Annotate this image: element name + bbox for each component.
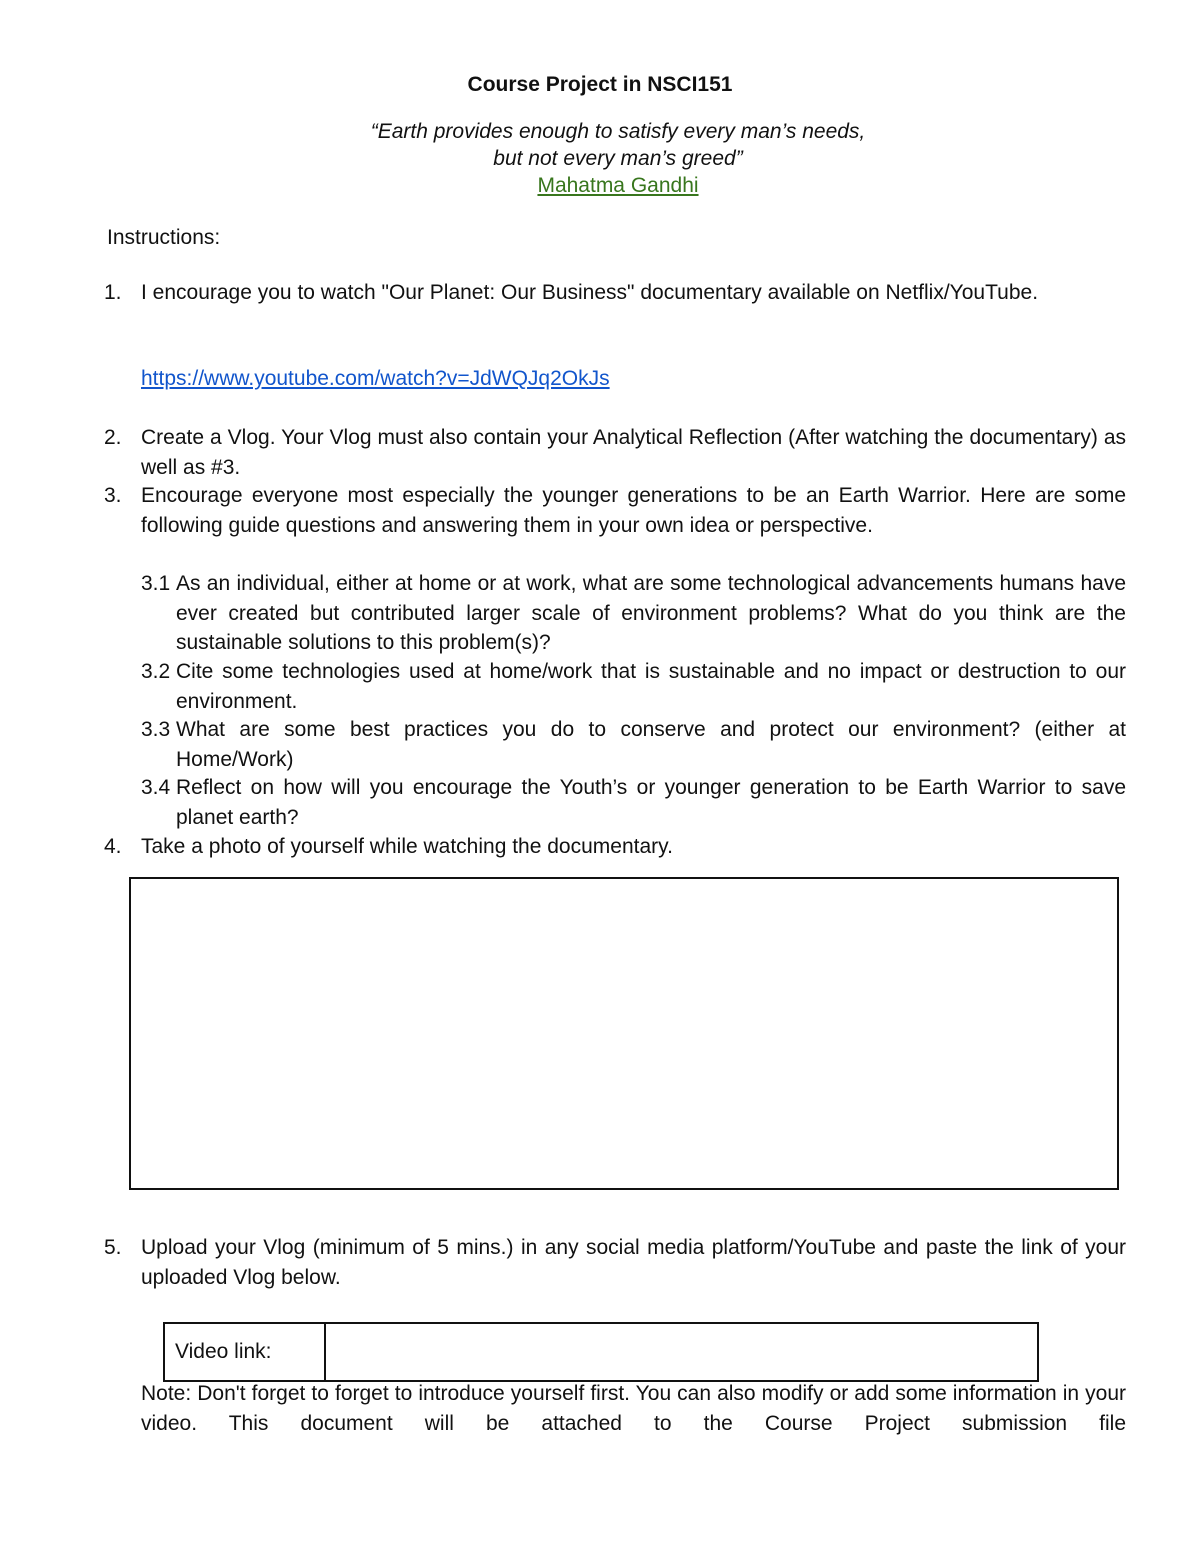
subitem-3-1-text: As an individual, either at home or at work, what are some technological advancements humans have ever created but contributed larger scale of environment problems? What do you think are the sustainable solutions to this problem(s)?	[176, 572, 1126, 654]
video-link-label-text: Video link:	[175, 1340, 272, 1363]
item-number-1: 1.	[104, 281, 122, 304]
item-5-text: Upload your Vlog (minimum of 5 mins.) in any social media platform/YouTube and paste the link of your uploaded Vlog below.	[141, 1236, 1126, 1289]
note-text: Note: Don't forget to forget to introduce yourself first. You can also modify or add some information in your video. This document will be attached to the Course Project submission file	[141, 1382, 1126, 1435]
item-3-text: Encourage everyone most especially the younger generations to be an Earth Warrior. Here are some following guide questions and answering them in your own idea or perspective.	[141, 484, 1126, 537]
instructions-heading: Instructions:	[107, 226, 221, 249]
quote-author: Mahatma Gandhi	[537, 174, 699, 197]
subitem-number-3-1: 3.1	[141, 572, 171, 595]
item-number-5: 5.	[104, 1236, 122, 1259]
quote-line-2: but not every man’s greed”	[493, 147, 743, 170]
youtube-link[interactable]: https://www.youtube.com/watch?v=JdWQJq2OkJs	[141, 367, 610, 390]
subitem-number-3-3: 3.3	[141, 718, 171, 741]
item-2-text: Create a Vlog. Your Vlog must also contain your Analytical Reflection (After watching the documentary) as well as #3.	[141, 426, 1126, 479]
item-1-text: I encourage you to watch "Our Planet: Our Business" documentary available on Netflix/YouTube.	[141, 281, 1039, 304]
subitem-3-3-text: What are some best practices you do to conserve and protect our environment? (either at Home/Work)	[176, 718, 1126, 771]
subitem-3-2-text: Cite some technologies used at home/work that is sustainable and no impact or destruction to our environment.	[176, 660, 1126, 713]
item-number-4: 4.	[104, 835, 122, 858]
subitem-number-3-2: 3.2	[141, 660, 171, 683]
page-title: Course Project in NSCI151	[467, 73, 733, 96]
video-link-label	[165, 1324, 326, 1380]
video-link-field[interactable]	[326, 1324, 1037, 1380]
item-number-2: 2.	[104, 426, 122, 449]
subitem-3-4-text: Reflect on how will you encourage the Youth’s or younger generation to be Earth Warrior to save planet earth?	[176, 776, 1126, 829]
video-link-table	[163, 1322, 1039, 1382]
photo-placeholder-box[interactable]	[129, 877, 1119, 1190]
item-number-3: 3.	[104, 484, 122, 507]
item-4-text: Take a photo of yourself while watching the documentary.	[141, 835, 673, 858]
quote-line-1: “Earth provides enough to satisfy every man’s needs,	[370, 120, 866, 143]
quote	[0, 118, 1200, 172]
subitem-number-3-4: 3.4	[141, 776, 171, 799]
